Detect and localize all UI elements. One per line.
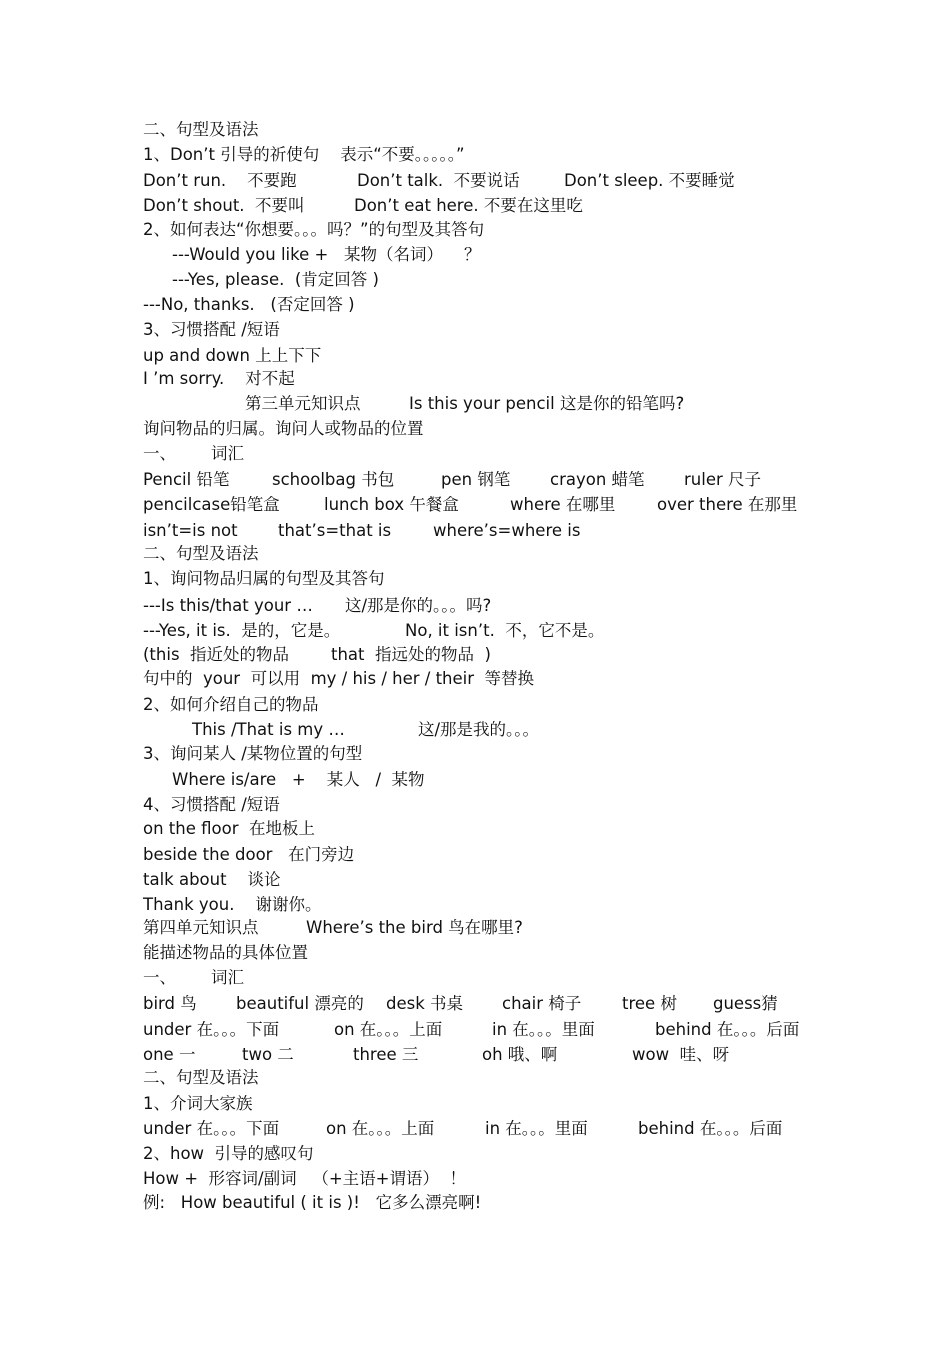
vocab-item: lunch box 午餐盒 xyxy=(324,495,459,514)
note-line: 句中的 your 可以用 my / his / her / their 等替换 xyxy=(143,669,535,688)
vocab-item: oh 哦、啊 xyxy=(482,1045,558,1064)
pattern-meaning: 这/那是你的。。。吗? xyxy=(345,596,492,615)
unit-label: 第四单元知识点 xyxy=(143,918,259,937)
unit-goal: 询问物品的归属。询问人或物品的位置 xyxy=(143,419,424,438)
pattern-line: ---Yes, please. (肯定回答 ) xyxy=(172,270,379,289)
vocab-item: Pencil 铅笔 xyxy=(143,470,230,489)
section-title: 词汇 xyxy=(211,444,244,463)
grammar-point: 2、如何介绍自己的物品 xyxy=(143,695,319,714)
pattern-line xyxy=(143,596,492,616)
preposition: on 在。。。上面 xyxy=(326,1119,435,1138)
vocab-item: guess猜 xyxy=(713,994,778,1013)
vocab-item: desk 书桌 xyxy=(386,994,464,1013)
vocab-item: crayon 蜡笔 xyxy=(550,470,645,489)
section-heading-vocabulary xyxy=(143,968,244,988)
vocab-item: chair 椅子 xyxy=(502,994,582,1013)
preposition: behind 在。。。后面 xyxy=(638,1119,783,1138)
section-title: 词汇 xyxy=(211,968,244,987)
section-heading-vocabulary xyxy=(143,444,244,464)
unit-topic: Where’s the bird 鸟在哪里? xyxy=(306,918,523,937)
answer: No, it isn’t. 不，它不是。 xyxy=(405,621,605,640)
pattern: ---Is this/that your … xyxy=(143,596,313,615)
subheading-phrases: 4、习惯搭配 /短语 xyxy=(143,795,280,814)
phrase: on the floor 在地板上 xyxy=(143,819,315,838)
phrase: I ’m sorry. 对不起 xyxy=(143,369,295,388)
example-line: 例: How beautiful ( it is )! 它多么漂亮啊! xyxy=(143,1193,482,1212)
examples-line xyxy=(143,171,735,191)
phrase: up and down 上上下下 xyxy=(143,346,322,365)
section-heading-grammar: 二、句型及语法 xyxy=(143,544,259,563)
prepositions-line xyxy=(143,1119,783,1139)
pattern-line xyxy=(143,720,540,740)
subheading-phrases: 3、习惯搭配 /短语 xyxy=(143,320,280,339)
vocab-item: beautiful 漂亮的 xyxy=(236,994,364,1013)
vocab-item: two 二 xyxy=(242,1045,294,1064)
vocab-item: behind 在。。。后面 xyxy=(655,1020,800,1039)
grammar-point: 2、how 引导的感叹句 xyxy=(143,1144,314,1163)
section-heading-grammar: 二、句型及语法 xyxy=(143,1068,259,1087)
vocab-item: under 在。。。下面 xyxy=(143,1020,280,1039)
vocabulary-line xyxy=(143,994,778,1014)
vocab-item: bird 鸟 xyxy=(143,994,197,1013)
example: Don’t run. 不要跑 xyxy=(143,171,297,190)
vocab-item: in 在。。。里面 xyxy=(492,1020,595,1039)
contraction: where’s=where is xyxy=(433,521,581,540)
example: Don’t shout. 不要叫 xyxy=(143,196,305,215)
note-line xyxy=(143,645,491,665)
grammar-point: 3、询问某人 /某物位置的句型 xyxy=(143,744,363,763)
answer: ---Yes, it is. 是的，它是。 xyxy=(143,621,341,640)
preposition: in 在。。。里面 xyxy=(485,1119,588,1138)
vocabulary-line xyxy=(143,470,762,490)
contraction: that’s=that is xyxy=(278,521,392,540)
vocabulary-line xyxy=(143,495,798,515)
phrase: talk about 谈论 xyxy=(143,870,281,889)
vocab-item: schoolbag 书包 xyxy=(272,470,395,489)
unit-label: 第三单元知识点 xyxy=(245,394,361,413)
vocab-item: over there 在那里 xyxy=(657,495,798,514)
unit-title xyxy=(143,918,523,938)
examples-line xyxy=(143,196,583,216)
grammar-point-would-you-like: 2、如何表达“你想要。。。吗？”的句型及其答句 xyxy=(143,220,485,239)
pattern-line: How + 形容词/副词 （+主语+谓语） ！ xyxy=(143,1169,466,1188)
unit-topic: Is this your pencil 这是你的铅笔吗? xyxy=(409,394,685,413)
pattern-line: Where is/are + 某人 / 某物 xyxy=(172,770,425,789)
section-number: 一、 xyxy=(143,444,176,463)
vocabulary-line xyxy=(143,1020,800,1040)
grammar-point: 1、询问物品归属的句型及其答句 xyxy=(143,569,385,588)
grammar-point: 1、介词大家族 xyxy=(143,1094,253,1113)
contractions-line xyxy=(143,521,581,541)
grammar-point-dont: 1、Don’t 引导的祈使句 表示“不要。。。。。” xyxy=(143,145,465,164)
contraction: isn’t=is not xyxy=(143,521,238,540)
vocabulary-line xyxy=(143,1045,730,1065)
vocab-item: where 在哪里 xyxy=(510,495,616,514)
vocab-item: one 一 xyxy=(143,1045,196,1064)
section-heading-grammar: 二、句型及语法 xyxy=(143,120,259,139)
vocab-item: tree 树 xyxy=(622,994,677,1013)
pattern-line: ---No, thanks. (否定回答 ) xyxy=(143,295,355,314)
pattern-line: ---Would you like + 某物（名词） ？ xyxy=(172,245,481,264)
example: Don’t eat here. 不要在这里吃 xyxy=(354,196,583,215)
pattern-meaning: 这/那是我的。。。 xyxy=(418,720,540,739)
vocab-item: ruler 尺子 xyxy=(684,470,762,489)
pattern: This /That is my … xyxy=(192,720,345,739)
example: Don’t sleep. 不要睡觉 xyxy=(564,171,735,190)
vocab-item: wow 哇、呀 xyxy=(632,1045,730,1064)
section-number: 一、 xyxy=(143,968,176,987)
preposition: under 在。。。下面 xyxy=(143,1119,280,1138)
vocab-item: three 三 xyxy=(353,1045,419,1064)
example: Don’t talk. 不要说话 xyxy=(357,171,520,190)
note: (this 指近处的物品 xyxy=(143,645,290,664)
phrase: Thank you. 谢谢你。 xyxy=(143,895,322,914)
pattern-line xyxy=(143,621,605,641)
unit-title xyxy=(143,394,685,414)
unit-goal: 能描述物品的具体位置 xyxy=(143,943,308,962)
note: that 指远处的物品 ) xyxy=(331,645,491,664)
vocab-item: pencilcase铅笔盒 xyxy=(143,495,280,514)
vocab-item: pen 钢笔 xyxy=(441,470,511,489)
vocab-item: on 在。。。上面 xyxy=(334,1020,443,1039)
phrase: beside the door 在门旁边 xyxy=(143,845,355,864)
